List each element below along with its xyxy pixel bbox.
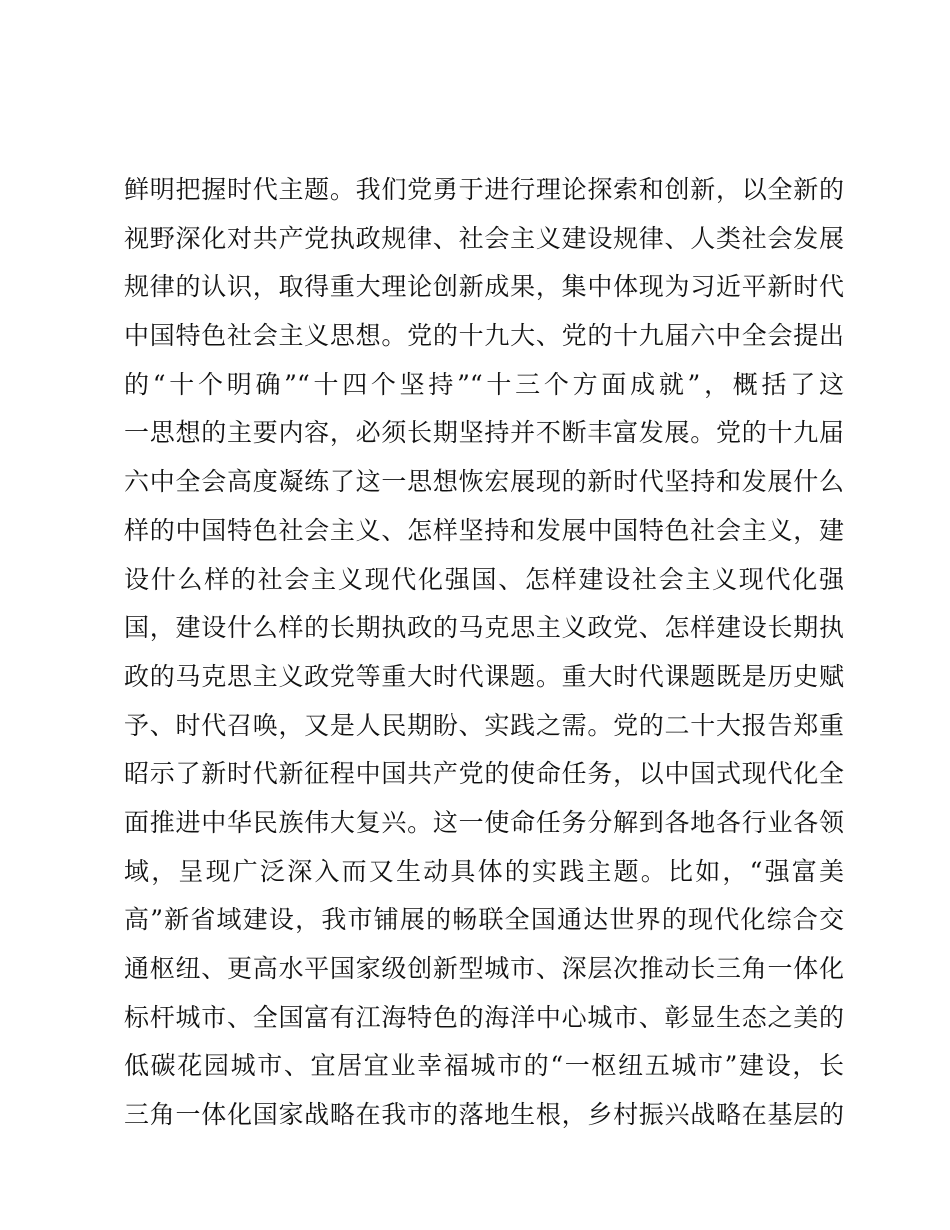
text-line: 视野深化对共产党执政规律、社会主义建设规律、人类社会发展 xyxy=(124,223,844,253)
text-line: 一思想的主要内容，必须长期坚持并不断丰富发展。党的十九届 xyxy=(124,418,844,448)
text-line: 政的马克思主义政党等重大时代课题。重大时代课题既是历史赋 xyxy=(124,661,844,691)
text-line: 高”新省域建设，我市铺展的畅联全国通达世界的现代化综合交 xyxy=(124,905,844,935)
text-line: 的“十个明确”“十四个坚持”“十三个方面成就”，概括了这 xyxy=(124,369,844,399)
body-paragraph xyxy=(124,166,844,1140)
text-line: 国，建设什么样的长期执政的马克思主义政党、怎样建设长期执 xyxy=(124,613,844,643)
text-line: 予、时代召唤，又是人民期盼、实践之需。党的二十大报告郑重 xyxy=(124,710,844,740)
text-line: 面推进中华民族伟大复兴。这一使命任务分解到各地各行业各领 xyxy=(124,807,844,837)
text-line: 标杆城市、全国富有江海特色的海洋中心城市、彰显生态之美的 xyxy=(124,1002,844,1032)
text-line: 低碳花园城市、宜居宜业幸福城市的“一枢纽五城市”建设，长 xyxy=(124,1051,844,1081)
text-line: 域，呈现广泛深入而又生动具体的实践主题。比如，“强富美 xyxy=(124,856,844,886)
text-line: 规律的认识，取得重大理论创新成果，集中体现为习近平新时代 xyxy=(124,272,844,302)
text-line: 通枢纽、更高水平国家级创新型城市、深层次推动长三角一体化 xyxy=(124,954,844,983)
text-line: 中国特色社会主义思想。党的十九大、党的十九届六中全会提出 xyxy=(124,321,844,351)
text-line: 设什么样的社会主义现代化强国、怎样建设社会主义现代化强 xyxy=(124,564,844,594)
text-line: 样的中国特色社会主义、怎样坚持和发展中国特色社会主义，建 xyxy=(124,515,844,545)
text-line: 六中全会高度凝练了这一思想恢宏展现的新时代坚持和发展什么 xyxy=(124,467,844,497)
text-line: 鲜明把握时代主题。我们党勇于进行理论探索和创新，以全新的 xyxy=(124,175,844,204)
text-line: 三角一体化国家战略在我市的落地生根，乡村振兴战略在基层的 xyxy=(124,1100,844,1130)
text-line: 昭示了新时代新征程中国共产党的使命任务，以中国式现代化全 xyxy=(124,759,844,789)
